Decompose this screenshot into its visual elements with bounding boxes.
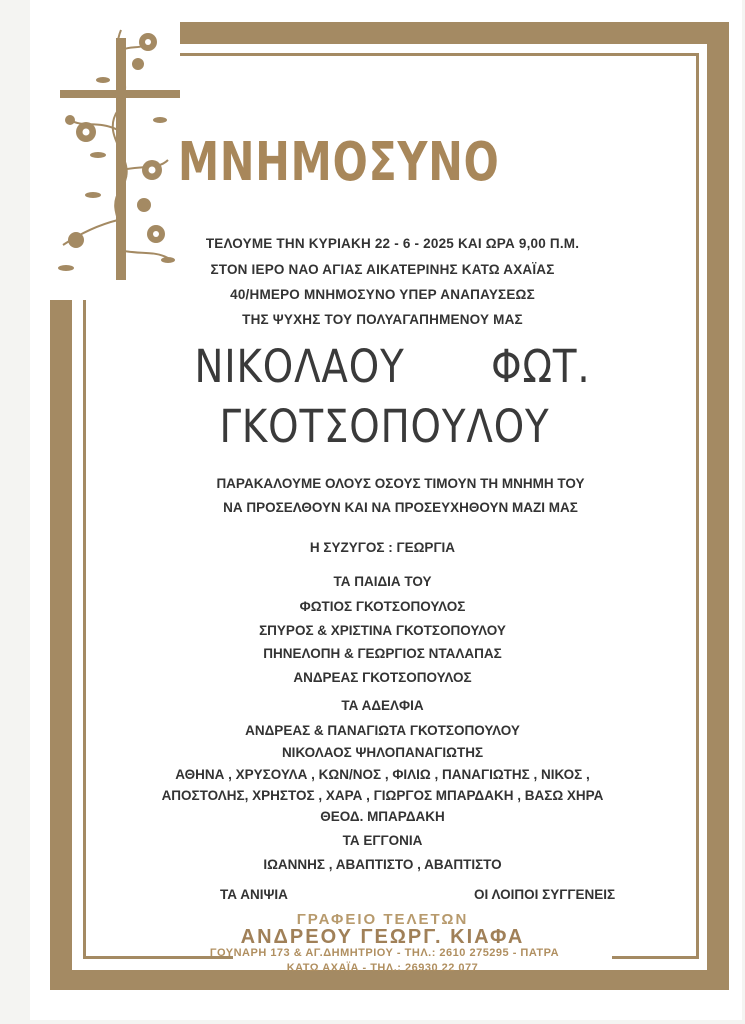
child-name: ΣΠΥΡΟΣ & ΧΡΙΣΤΙΝΑ ΓΚΟΤΣΟΠΟΥΛΟΥ [259,623,506,638]
child-name: ΦΩΤΙΟΣ ΓΚΟΤΣΟΠΟΥΛΟΣ [299,599,466,614]
intro-line-4: ΤΗΣ ΨΥΧΗΣ ΤΟΥ ΠΟΛΥΑΓΑΠΗΜΕΝΟΥ ΜΑΣ [242,312,523,327]
sibling-name: ΑΘΗΝΑ , ΧΡΥΣΟΥΛΑ , ΚΩΝ/ΝΟΣ , ΦΙΛΙΩ , ΠΑΝΑΓΙΩΤΗΣ , ΝΙΚΟΣ , [175,767,590,782]
grandchildren-names: ΙΩΑΝΝΗΣ , ΑΒΑΠΤΙΣΤΟ , ΑΒΑΠΤΙΣΤΟ [263,857,502,872]
spouse-line: Η ΣΥΖΥΓΟΣ : ΓΕΩΡΓΙΑ [309,540,456,555]
deceased-patronymic: ΦΩΤ. [491,340,591,393]
children-title: ΤΑ ΠΑΙΔΙΑ ΤΟΥ [333,574,432,589]
funeral-office-name: ΑΝΔΡΕΟΥ ΓΕΩΡΓ. ΚΙΑΦΑ [240,926,525,948]
deceased-first-name-line [72,340,713,393]
grandchildren-title: ΤΑ ΕΓΓΟΝΙΑ [342,833,423,848]
memorial-heading: ΜΝΗΜΟΣΥΝΟ [178,132,500,193]
intro-line-1: ΤΕΛΟΥΜΕ ΤΗΝ ΚΥΡΙΑΚΗ 22 - 6 - 2025 ΚΑΙ ΩΡΑ 9,00 Π.Μ. [205,236,580,251]
frame-top-line [180,53,699,56]
deceased-surname: ΓΚΟΤΣΟΠΟΥΛΟΥ [219,400,550,453]
sibling-name: ΝΙΚΟΛΑΟΣ ΨΗΛΟΠΑΝΑΓΙΩΤΗΣ [281,745,484,760]
intro-line-2: ΣΤΟΝ ΙΕΡΟ ΝΑΟ ΑΓΙΑΣ ΑΙΚΑΤΕΡΙΝΗΣ ΚΑΤΩ ΑΧΑΪΑΣ [210,262,555,277]
siblings-title: ΤΑ ΑΔΕΛΦΙΑ [341,698,424,713]
child-name: ΑΝΔΡΕΑΣ ΓΚΟΤΣΟΠΟΥΛΟΣ [293,670,472,685]
invitation-line-2: ΝΑ ΠΡΟΣΕΛΘΟΥΝ ΚΑΙ ΝΑ ΠΡΟΣΕΥΧΗΘΟΥΝ ΜΑΖΙ ΜΑΣ [223,500,578,515]
sibling-name: ΑΠΟΣΤΟΛΗΣ, ΧΡΗΣΤΟΣ , ΧΑΡΑ , ΓΙΩΡΓΟΣ ΜΠΑΡΔΑΚΗ , ΒΑΣΩ ΧΗΡΑ [161,788,604,803]
funeral-office-address: ΓΟΥΝΑΡΗ 173 & ΑΓ.ΔΗΜΗΤΡΙΟΥ - ΤΗΛ.: 2610 275295 - ΠΑΤΡΑ [209,947,560,959]
sibling-name: ΑΝΔΡΕΑΣ & ΠΑΝΑΓΙΩΤΑ ΓΚΟΤΣΟΠΟΥΛΟΥ [245,723,520,738]
relatives-label: ΟΙ ΛΟΙΠΟΙ ΣΥΓΓΕΝΕΙΣ [474,887,616,902]
child-name: ΠΗΝΕΛΟΠΗ & ΓΕΩΡΓΙΟΣ ΝΤΑΛΑΠΑΣ [263,646,502,661]
frame-top-bar [180,22,729,44]
funeral-office-label: ΓΡΑΦΕΙΟ ΤΕΛΕΤΩΝ [296,911,469,928]
nephews-label: ΤΑ ΑΝΙΨΙΑ [220,887,288,902]
deceased-first-name: ΝΙΚΟΛΑΟΥ [194,340,405,393]
funeral-office-phone: ΚΑΤΩ ΑΧΑΪΑ - ΤΗΛ.: 26930 22 077 [286,962,479,974]
invitation-line-1: ΠΑΡΑΚΑΛΟΥΜΕ ΟΛΟΥΣ ΟΣΟΥΣ ΤΙΜΟΥΝ ΤΗ ΜΝΗΜΗ ΤΟΥ [216,476,585,491]
sibling-name: ΘΕΟΔ. ΜΠΑΡΔΑΚΗ [320,809,445,824]
intro-line-3: 40/ΗΜΕΡΟ ΜΝΗΜΟΣΥΝΟ ΥΠΕΡ ΑΝΑΠΑΥΣΕΩΣ [230,287,535,302]
